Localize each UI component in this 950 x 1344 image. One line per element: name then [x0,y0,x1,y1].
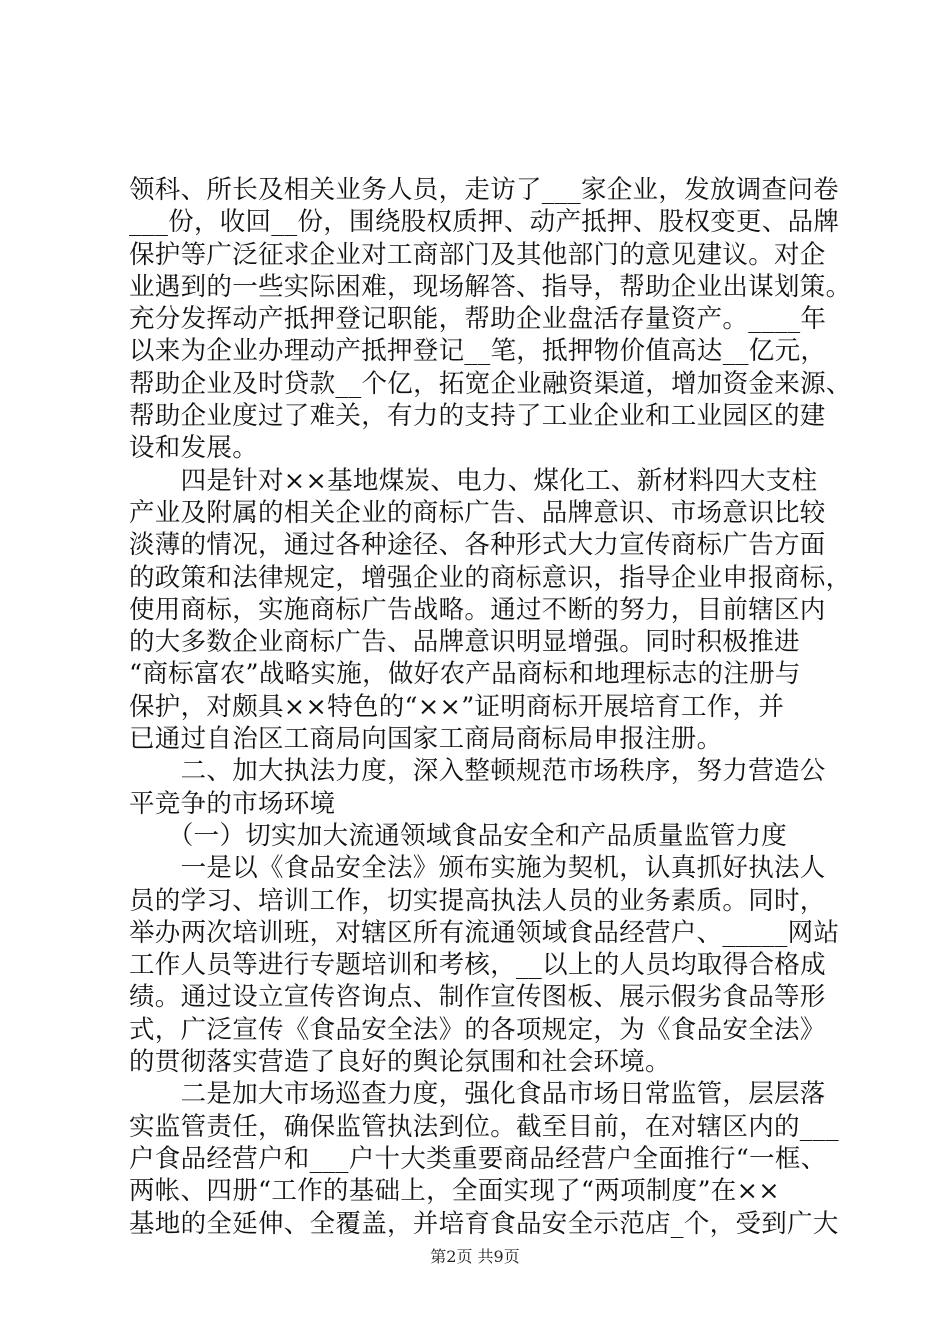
text-line: 以来为企业办理动产抵押登记__笔，抵押物价值高达__亿元， [129,336,827,367]
text-line: 平竞争的市场环境 [129,788,336,819]
text-line: 设和发展。 [129,433,259,464]
page-footer: 第2页 共9页 [430,1247,520,1266]
text-line: 帮助企业度过了难关，有力的支持了工业企业和工业园区的建 [129,401,826,432]
text-line: 的政策和法律规定，增强企业的商标意识，指导企业申报商标， [129,562,852,593]
text-line: 户食品经营户和___户十大类重要商品经营户全面推行“一框、 [129,1143,827,1174]
text-line: 基地的全延伸、全覆盖，并培育食品安全示范店_个，受到广大 [129,1208,839,1239]
text-line: 实监管责任，确保监管执法到位。截至目前，在对辖区内的___ [129,1111,839,1142]
text-line: 的大多数企业商标广告、品牌意识明显增强。同时积极推进 [129,627,800,658]
text-line: 已通过自治区工商局向国家工商局商标局申报注册。 [129,724,723,755]
text-line: 帮助企业及时贷款__个亿，拓宽企业融资渠道，增加资金来源、 [129,368,852,399]
text-line: 的贯彻落实营造了良好的舆论氛围和社会环境。 [129,1047,671,1078]
text-line: 工作人员等进行专题培训和考核，__以上的人员均取得合格成 [129,950,826,981]
text-line: 产业及附属的相关企业的商标广告、品牌意识、市场意识比较 [129,497,826,528]
text-line: 一是以《食品安全法》颁布实施为契机，认真抓好执法人 [129,853,826,884]
text-line: 使用商标，实施商标广告战略。通过不断的努力，目前辖区内 [129,594,826,625]
text-line: 四是针对××基地煤炭、电力、煤化工、新材料四大支柱 [129,465,818,496]
text-line: 二、加大执法力度，深入整顿规范市场秩序，努力营造公 [129,756,826,787]
text-line: 员的学习、培训工作，切实提高执法人员的业务素质。同时， [129,885,826,916]
text-line: 业遇到的一些实际困难，现场解答、指导，帮助企业出谋划策。 [129,271,852,302]
text-line: ___份，收回__份，围绕股权质押、动产抵押、股权变更、品牌 [129,207,840,238]
text-line: 充分发挥动产抵押登记职能，帮助企业盘活存量资产。____年 [129,304,827,335]
text-line: 式，广泛宣传《食品安全法》的各项规定，为《食品安全法》 [129,1014,826,1045]
text-line: 二是加大市场巡查力度，强化食品市场日常监管，层层落 [129,1079,826,1110]
text-line: 保护，对颇具××特色的“××”证明商标开展培育工作，并 [129,691,785,722]
text-line: 保护等广泛征求企业对工商部门及其他部门的意见建议。对企 [129,239,826,270]
text-line: 淡薄的情况，通过各种途径、各种形式大力宣传商标广告方面 [129,530,826,561]
text-line: 两帐、四册“工作的基础上，全面实现了“两项制度”在×× [129,1176,780,1207]
text-line: 绩。通过设立宣传咨询点、制作宣传图板、展示假劣食品等形 [129,982,826,1013]
text-line: 举办两次培训班，对辖区所有流通领域食品经营户、_____网站 [129,917,840,948]
text-line: “商标富农”战略实施，做好农产品商标和地理标志的注册与 [129,659,801,690]
text-line: 领科、所长及相关业务人员，走访了___家企业，发放调查问卷 [129,175,839,205]
text-line: （一）切实加大流通领域食品安全和产品质量监管力度 [129,820,788,851]
body-text [129,174,852,1240]
